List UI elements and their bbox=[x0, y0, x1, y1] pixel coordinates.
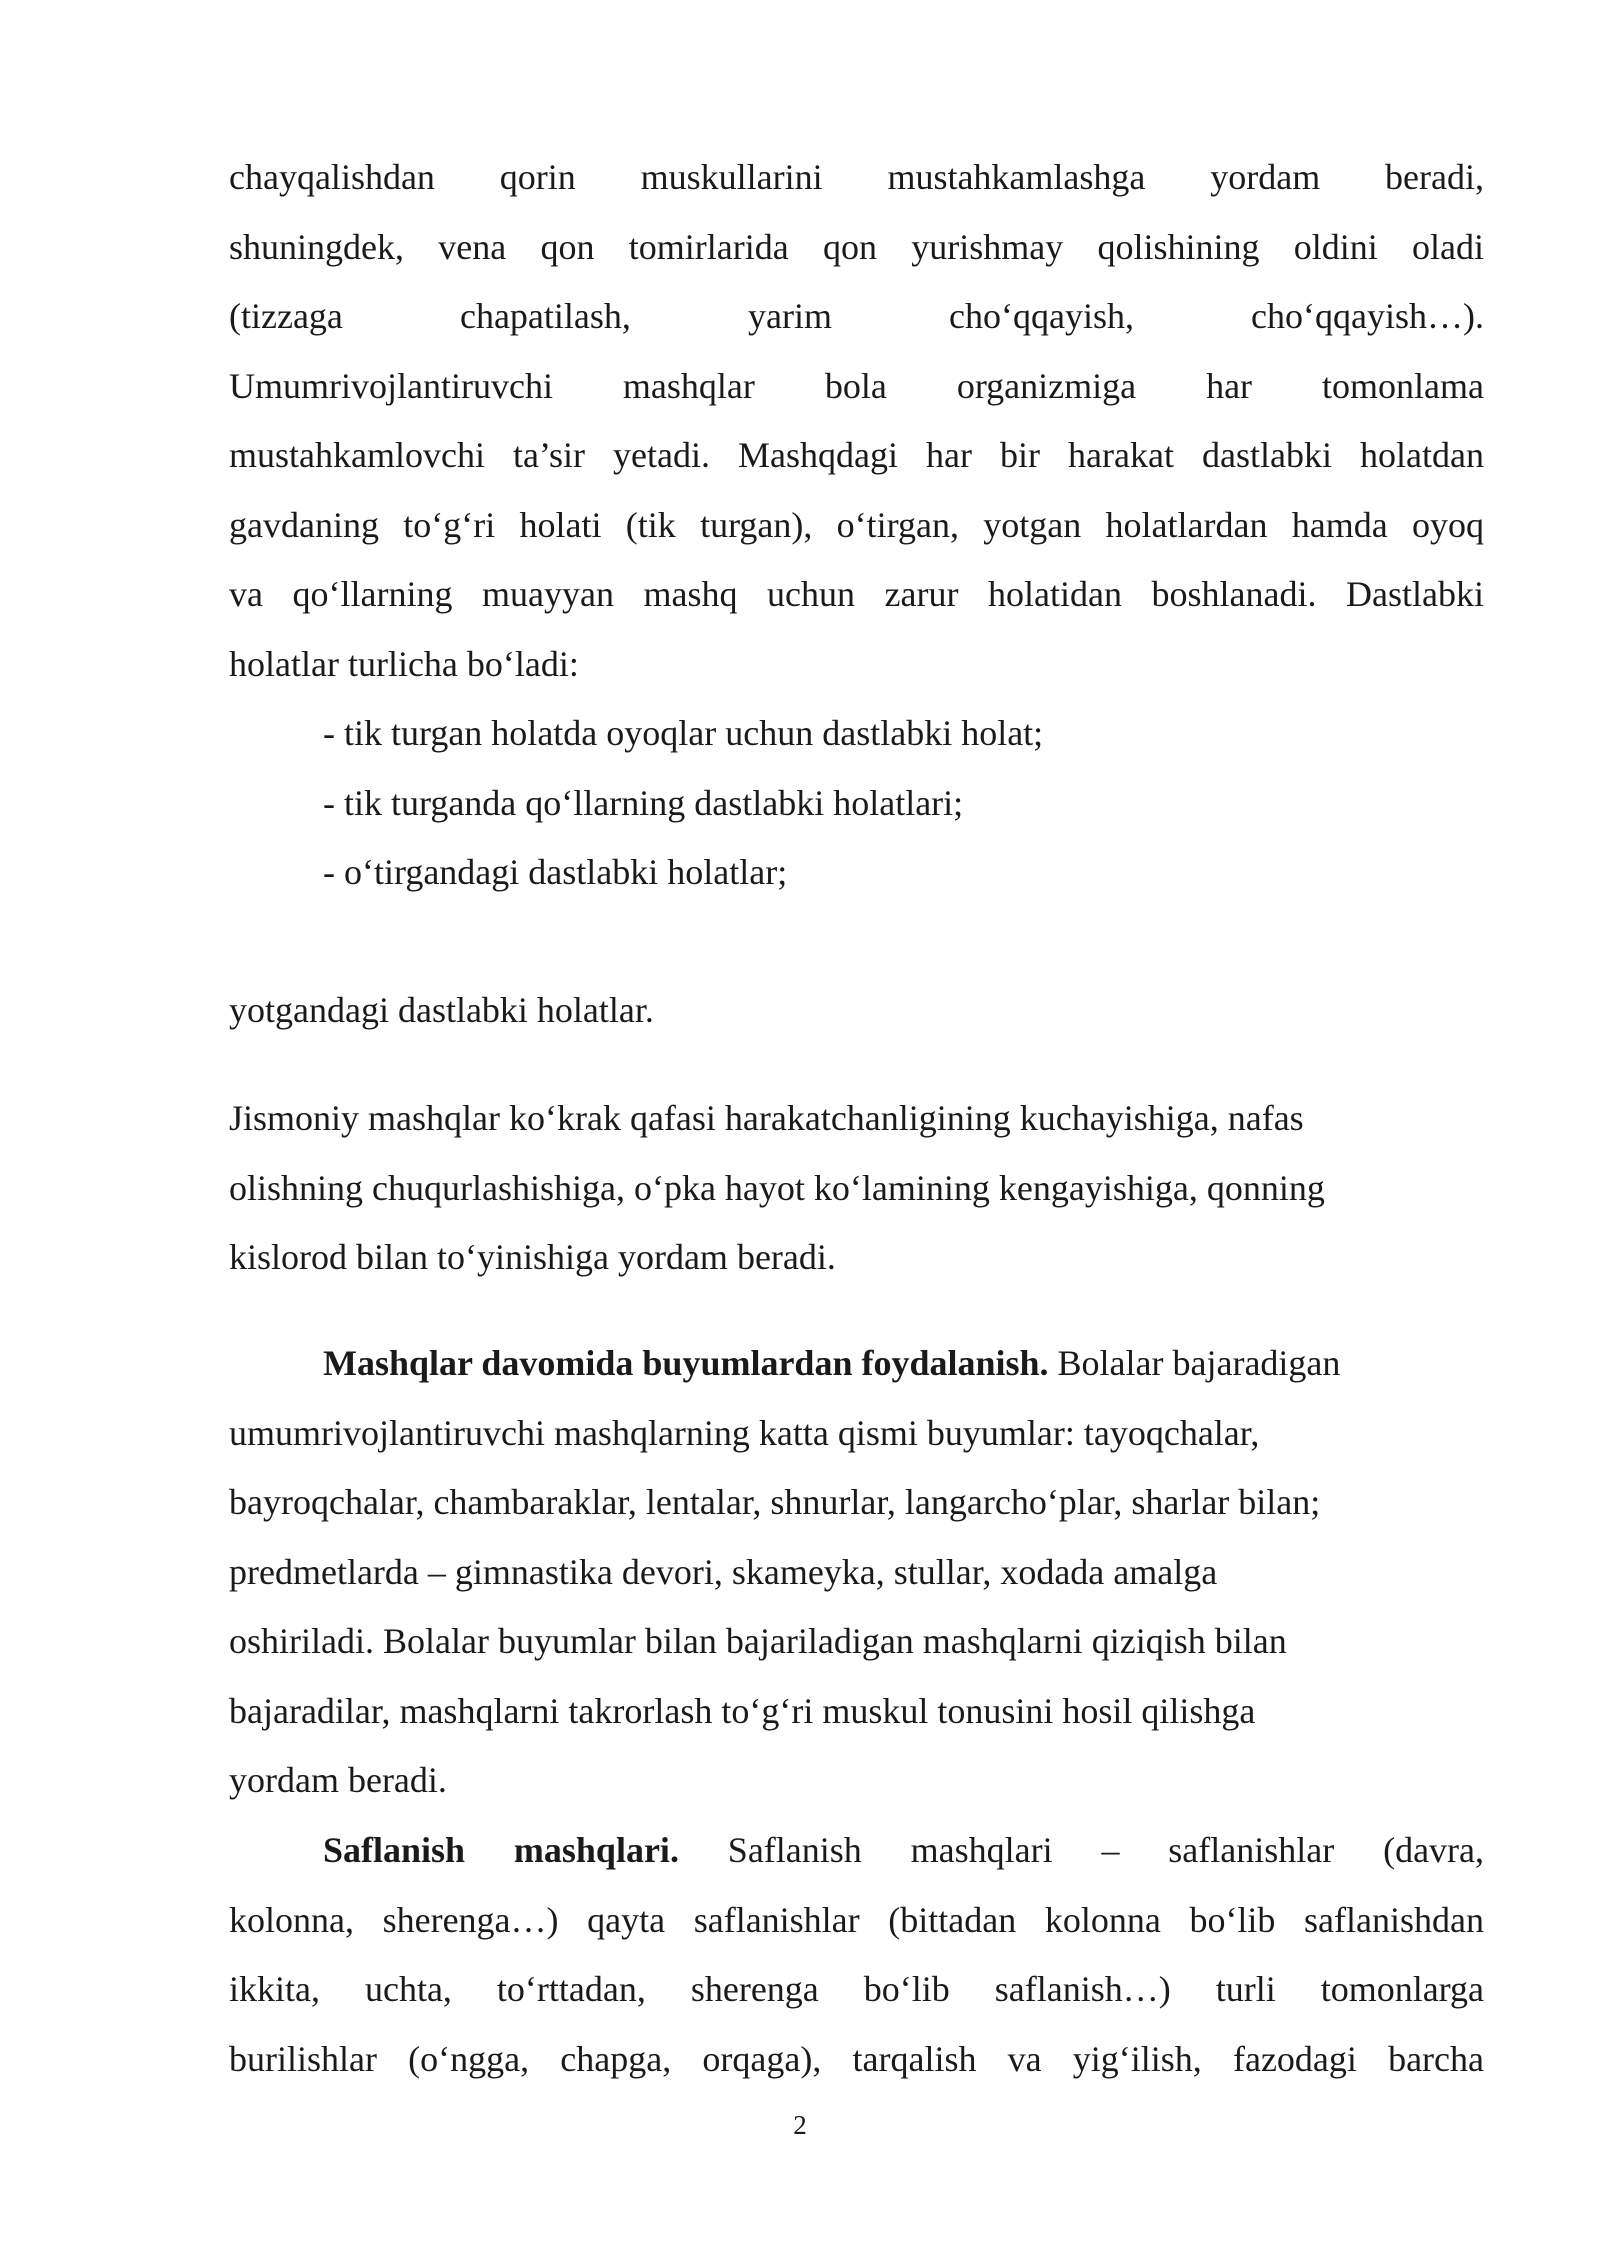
paragraph-intro bbox=[229, 143, 1484, 699]
text-line: olishning chuqurlashishiga, o‘pka hayot ko‘lamining kengayishiga, qonning bbox=[229, 1167, 1325, 1208]
text-line: bayroqchalar, chambaraklar, lentalar, shnurlar, langarcho‘plar, sharlar bilan; bbox=[229, 1482, 1321, 1522]
text-line: predmetlarda – gimnastika devori, skameyka, stullar, xodada amalga bbox=[229, 1551, 1218, 1592]
text-line: mustahkamlovchi ta’sir yetadi. Mashqdagi har bir harakat dastlabki holatdan bbox=[229, 435, 1484, 475]
list-item: - o‘tirgandagi dastlabki holatlar; bbox=[323, 852, 788, 892]
text-line: yordam beradi. bbox=[229, 1760, 447, 1800]
text-line: chayqalishdan qorin muskullarini mustahkamlashga yordam beradi, bbox=[229, 157, 1484, 197]
text-line: oshiriladi. Bolalar buyumlar bilan bajariladigan mashqlarni qiziqish bilan bbox=[229, 1621, 1287, 1661]
text-line: ikkita, uchta, to‘rttadan, sherenga bo‘lib saflanish…) turli tomonlarga bbox=[229, 1969, 1484, 2009]
page-number: 2 bbox=[793, 2110, 807, 2140]
initial-positions-list bbox=[323, 699, 1043, 908]
text-line bbox=[229, 1816, 1484, 1886]
paragraph-lying-positions: yotgandagi dastlabki holatlar. bbox=[229, 990, 654, 1030]
text-line: (tizzaga chapatilash, yarim cho‘qqayish, cho‘qqayish…). bbox=[229, 296, 1484, 336]
text-line: Jismoniy mashqlar ko‘krak qafasi harakatchanligining kuchayishiga, nafas bbox=[229, 1098, 1304, 1138]
text-line: shuningdek, vena qon tomirlarida qon yurishmay qolishining oldini oladi bbox=[229, 226, 1484, 267]
list-item: - tik turgan holatda oyoqlar uchun dastlabki holat; bbox=[323, 713, 1044, 753]
text-line: kislorod bilan to‘yinishiga yordam beradi. bbox=[229, 1237, 836, 1277]
text-line: bajaradilar, mashqlarni takrorlash to‘g‘ri muskul tonusini hosil qilishga bbox=[229, 1690, 1256, 1731]
paragraph-formation-exercises bbox=[229, 1816, 1484, 2094]
text-line: holatlar turlicha bo‘ladi: bbox=[229, 643, 579, 684]
text-line: umumrivojlantiruvchi mashqlarning katta qismi buyumlar: tayoqchalar, bbox=[229, 1412, 1260, 1453]
text-line bbox=[229, 1329, 1484, 1399]
paragraph-physical-exercises bbox=[229, 1084, 1484, 1293]
text-line: Umumrivojlantiruvchi mashqlar bola organizmiga har tomonlama bbox=[229, 365, 1484, 406]
paragraph-using-objects bbox=[229, 1329, 1484, 1816]
text-run: Saflanish mashqlari – saflanishlar (davra, bbox=[678, 1830, 1485, 1870]
list-item: - tik turganda qo‘llarning dastlabki holatlari; bbox=[323, 782, 964, 823]
text-line: kolonna, sherenga…) qayta saflanishlar (bittadan kolonna bo‘lib saflanishdan bbox=[229, 1899, 1484, 1940]
section-heading: Saflanish mashqlari. bbox=[323, 1830, 679, 1870]
text-line: burilishlar (o‘ngga, chapga, orqaga), tarqalish va yig‘ilish, fazodagi barcha bbox=[229, 2038, 1484, 2079]
section-heading: Mashqlar davomida buyumlardan foydalanish. bbox=[323, 1343, 1049, 1383]
text-line: va qo‘llarning muayyan mashq uchun zarur holatidan boshlanadi. Dastlabki bbox=[229, 574, 1484, 614]
text-run: Bolalar bajaradigan bbox=[1048, 1343, 1341, 1383]
text-line: gavdaning to‘g‘ri holati (tik turgan), o‘tirgan, yotgan holatlardan hamda oyoq bbox=[229, 504, 1484, 545]
